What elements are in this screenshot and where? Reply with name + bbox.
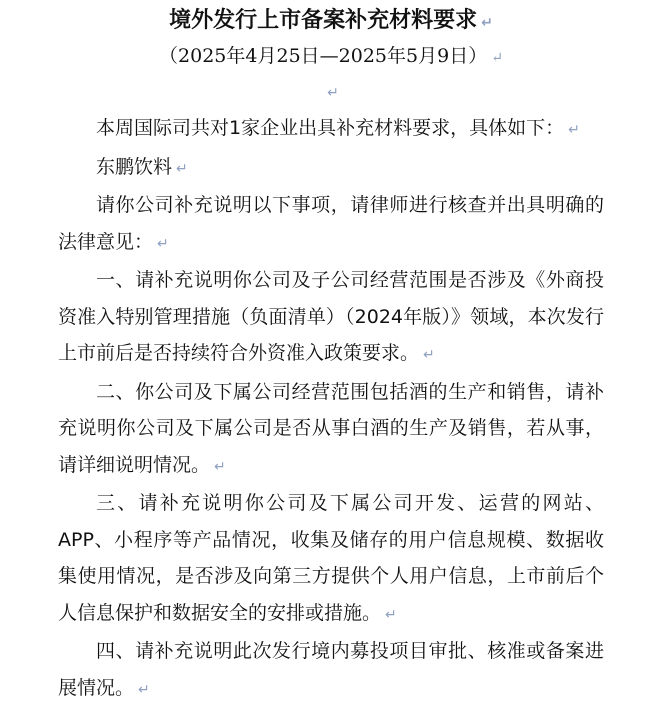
date-range: （2025年4月25日—2025年5月9日） ↵ — [58, 38, 604, 74]
blank-line — [58, 74, 604, 110]
item-paragraph: 三、请补充说明你公司及下属公司开发、运营的网站、APP、小程序等产品情况，收集及储存的用户信息规模、数据收集使用情况，是否涉及向第三方提供个人用户信息，上市前后个人信息保护和数据安全的安排或措施。 ↵ — [58, 485, 604, 633]
paragraph-mark-icon: ↵ — [423, 347, 435, 363]
paragraph-mark-icon: ↵ — [385, 606, 397, 623]
paragraph-mark-icon: ↵ — [176, 160, 188, 177]
request-paragraph: 请你公司补充说明以下事项，请律师进行核查并出具明确的法律意见： ↵ — [58, 187, 604, 262]
paragraph-mark-icon: ↵ — [568, 122, 580, 138]
intro-paragraph: 本周国际司共对1家企业出具补充材料要求，具体如下： ↵ — [58, 110, 604, 149]
item-paragraph: 四、请补充说明此次发行境内募投项目审批、核准或备案进展情况。 ↵ — [58, 633, 604, 708]
paragraph-mark-icon: ↵ — [214, 458, 226, 475]
paragraph-mark-icon: ↵ — [491, 50, 503, 66]
company-name: 东鹏饮料 ↵ — [58, 149, 604, 188]
document-title: 境外发行上市备案补充材料要求 ↵ — [58, 0, 604, 38]
paragraph-mark-icon: ↵ — [481, 15, 493, 31]
item-paragraph: 二、你公司及下属公司经营范围包括酒的生产和销售，请补充说明你公司及下属公司是否从事白酒的生产及销售，若从事，请详细说明情况。 ↵ — [58, 374, 604, 486]
paragraph-mark-icon: ↵ — [138, 681, 150, 698]
paragraph-mark-icon: ↵ — [157, 235, 169, 252]
item-paragraph: 一、请补充说明你公司及子公司经营范围是否涉及《外商投资准入特别管理措施（负面清单）（2024年版）》领域，本次发行上市前后是否持续符合外资准入政策要求。 ↵ — [58, 262, 604, 374]
paragraph-mark-icon: ↵ — [327, 85, 339, 101]
